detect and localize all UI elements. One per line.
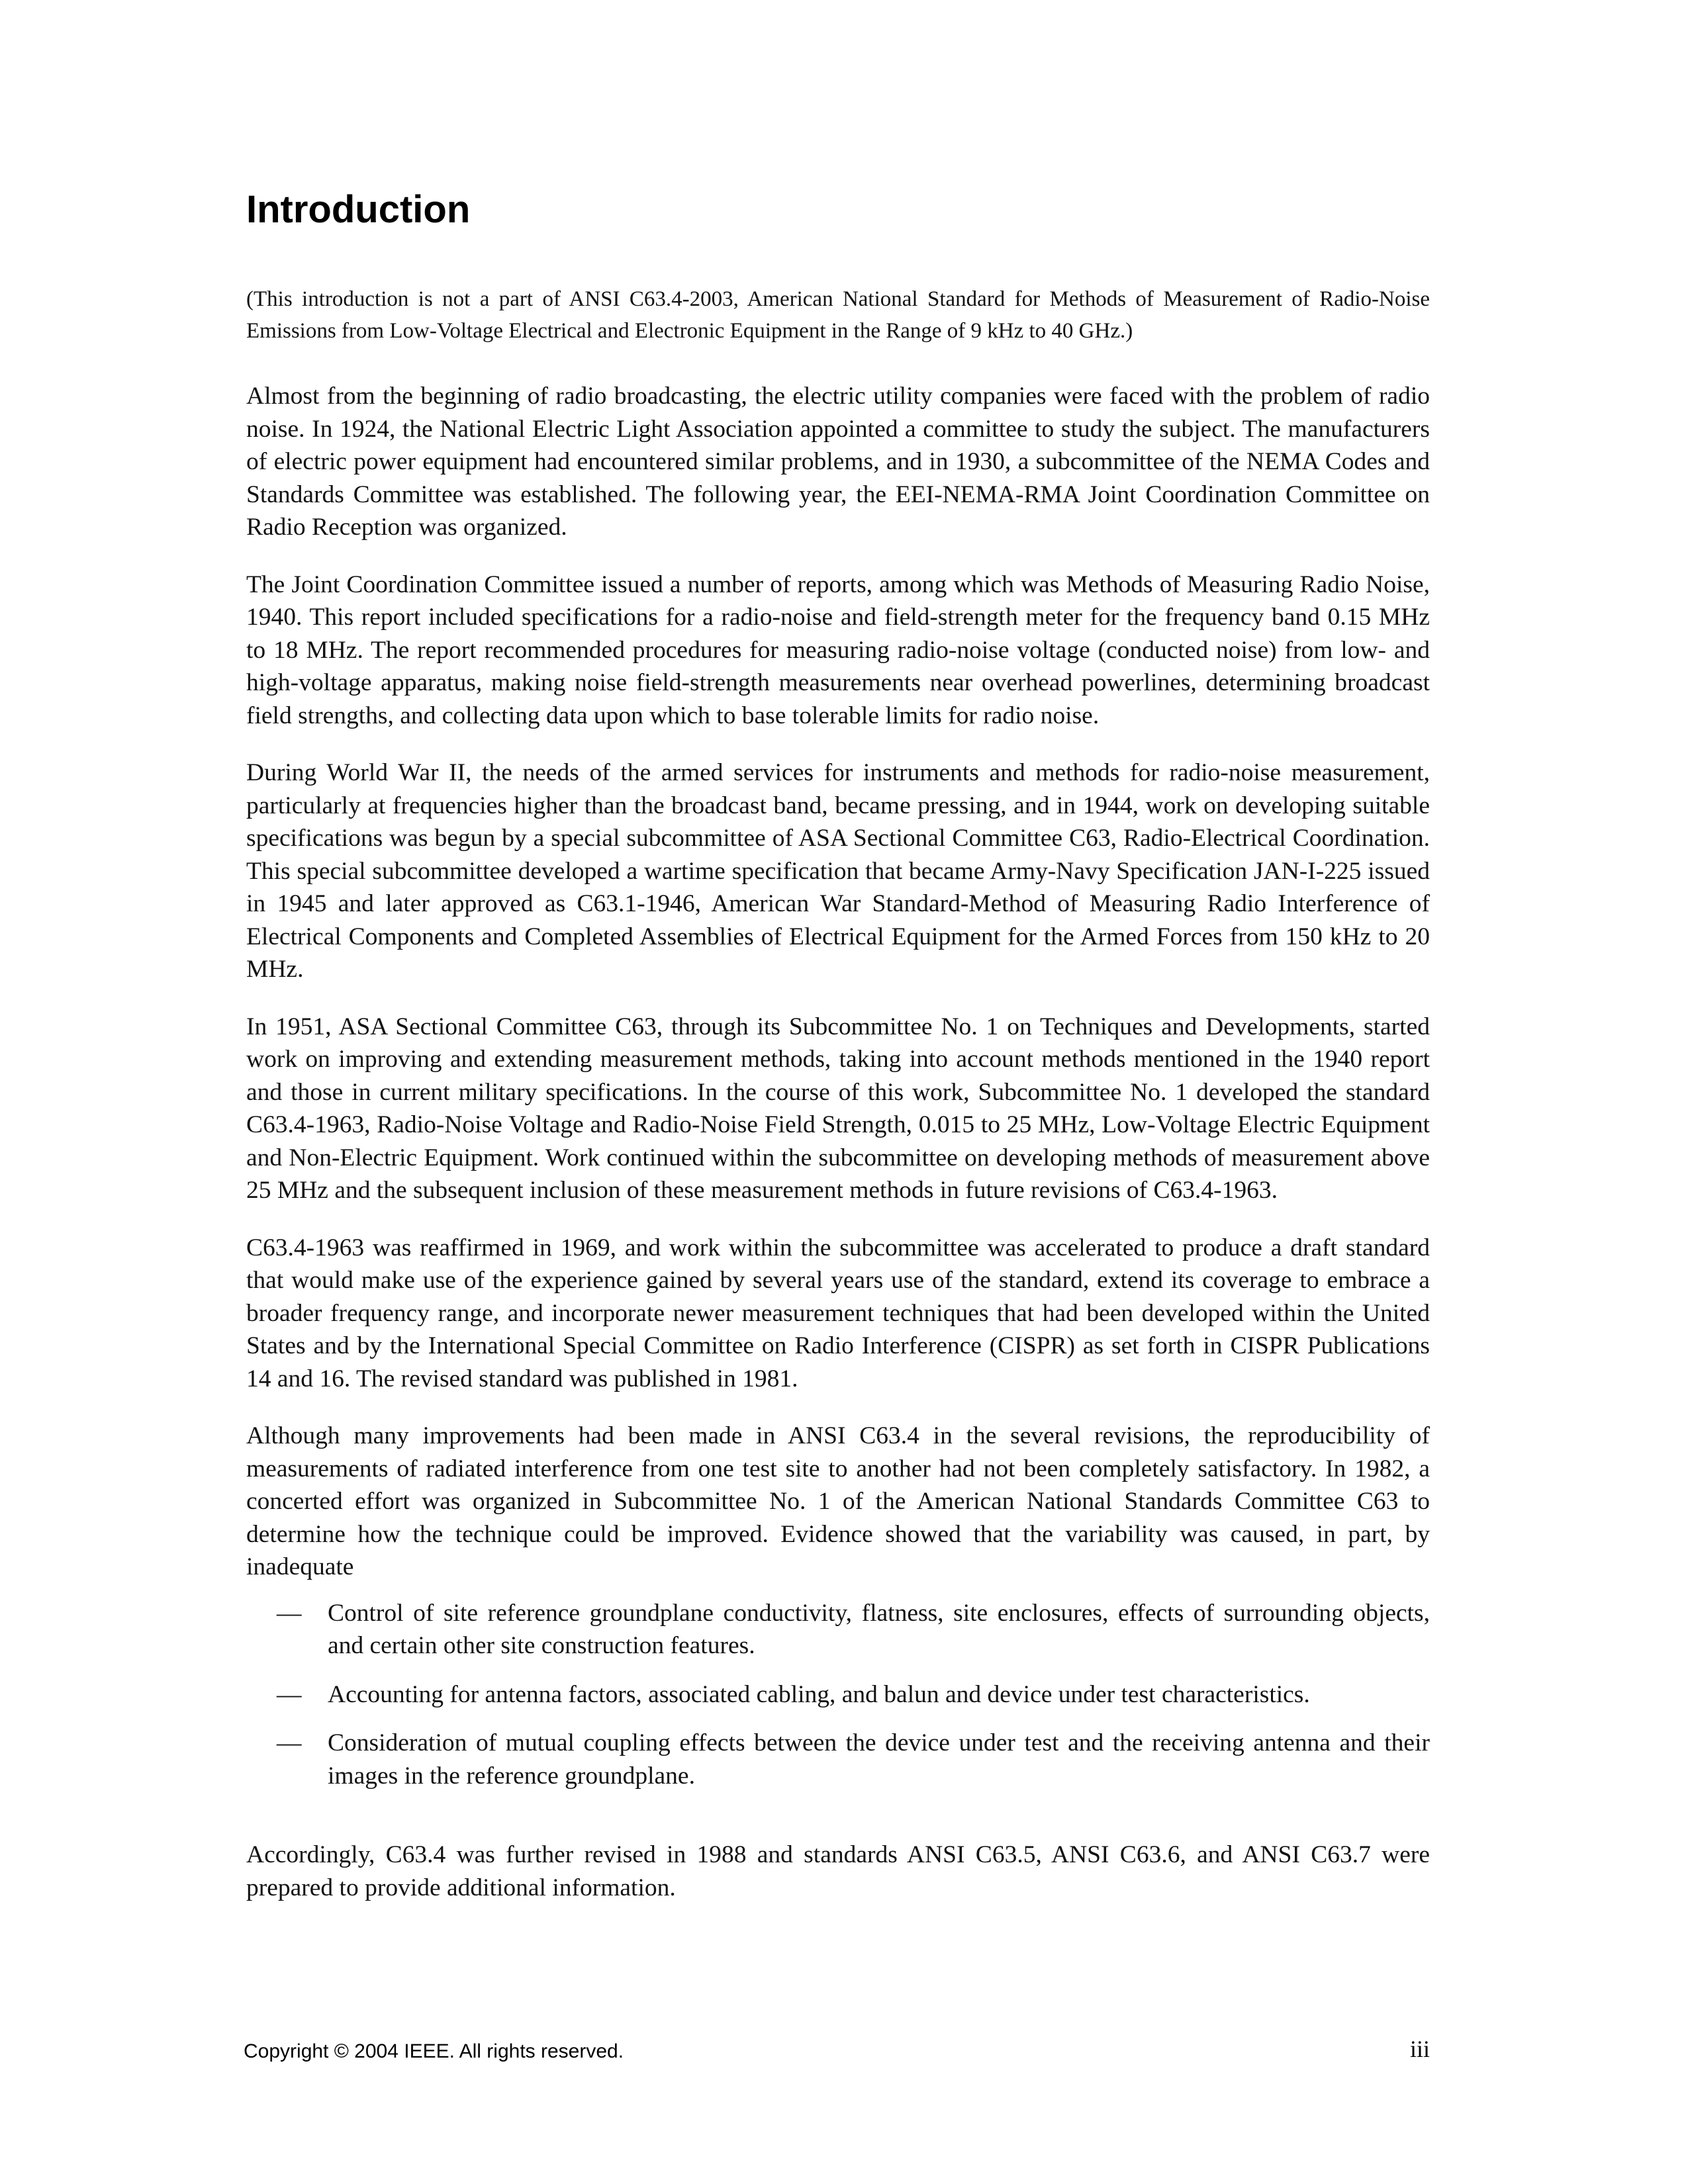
footer-page-number: iii <box>1409 2036 1430 2062</box>
body-content <box>246 283 1430 1929</box>
list-item <box>246 1678 1430 1711</box>
list-item <box>246 1597 1430 1662</box>
bullet-dash: — <box>277 1680 302 1708</box>
closing-paragraph: Accordingly, C63.4 was further revised in 1988 and standards ANSI C63.5, ANSI C63.6, and ANSI C63.7 were prepared to provide additional information. <box>246 1841 1430 1901</box>
footer-copyright: Copyright © 2004 IEEE. All rights reserved. <box>244 2040 624 2062</box>
paragraph-1: Almost from the beginning of radio broadcasting, the electric utility companies were faced with the problem of radio noise. In 1924, the National Electric Light Association appointed a committee to study the subject. The manufacturers of electric power equipment had encountered similar problems, and in 1930, a subcommittee of the NEMA Codes and Standards Committee was established. The following year, the EEI-NEMA-RMA Joint Coordination Committee on Radio Reception was organized. <box>246 383 1430 541</box>
introduction-note: (This introduction is not a part of ANSI C63.4-2003, American National Standard for Methods of Measurement of Radio-Noise Emissions from Low-Voltage Electrical and Electronic Equipment in the Range of 9 kHz to 40 GHz.) <box>246 287 1430 343</box>
paragraph-5: C63.4-1963 was reaffirmed in 1969, and work within the subcommittee was accelerated to produce a draft standard that would make use of the experience gained by several years use of the standard, extend its coverage to embrace a broader frequency range, and incorporate newer measurement techniques that had been developed within the United States and by the International Special Committee on Radio Interference (CISPR) as set forth in CISPR Publications 14 and 16. The revised standard was published in 1981. <box>246 1234 1430 1392</box>
paragraph-4: In 1951, ASA Sectional Committee C63, through its Subcommittee No. 1 on Techniques and Developments, started work on improving and extending measurement methods, taking into account methods mentioned in the 1940 report and those in current military specifications. In the course of this work, Subcommittee No. 1 developed the standard C63.4-1963, Radio-Noise Voltage and Radio-Noise Field Strength, 0.015 to 25 MHz, Low-Voltage Electric Equipment and Non-Electric Equipment. Work continued within the subcommittee on developing methods of measurement above 25 MHz and the subsequent inclusion of these measurement methods in future revisions of C63.4-1963. <box>246 1013 1430 1204</box>
paragraph-3: During World War II, the needs of the armed services for instruments and methods for radio-noise measurement, particularly at frequencies higher than the broadcast band, became pressing, and in 1944, work on developing suitable specifications was begun by a special subcommittee of ASA Sectional Committee C63, Radio-Electrical Coordination. This special subcommittee developed a wartime specification that became Army-Navy Specification JAN-I-225 issued in 1945 and later approved as C63.1-1946, American War Standard-Method of Measuring Radio Interference of Electrical Components and Completed Assemblies of Electrical Equipment for the Armed Forces from 150 kHz to 20 MHz. <box>246 759 1430 983</box>
bullet-dash: — <box>277 1729 302 1756</box>
paragraph-2: The Joint Coordination Committee issued a number of reports, among which was Methods of Measuring Radio Noise, 1940. This report included specifications for a radio-noise and field-strength meter for the frequency band 0.15 MHz to 18 MHz. The report recommended procedures for measuring radio-noise voltage (conducted noise) from low- and high-voltage apparatus, making noise field-strength measurements near overhead powerlines, determining broadcast field strengths, and collecting data upon which to base tolerable limits for radio noise. <box>246 570 1430 729</box>
paragraph-6: Although many improvements had been made in ANSI C63.4 in the several revisions, the reproducibility of measurements of radiated interference from one test site to another had not been completely satisfactory. In 1982, a concerted effort was organized in Subcommittee No. 1 of the American National Standards Committee C63 to determine how the technique could be improved. Evidence showed that the variability was caused, in part, by inadequate <box>246 1422 1430 1580</box>
list-item-text: Control of site reference groundplane conductivity, flatness, site enclosures, effects of surrounding objects, and certain other site construction features. <box>328 1599 1430 1659</box>
list-item-text: Consideration of mutual coupling effects between the device under test and the receiving antenna and their images in the reference groundplane. <box>328 1729 1430 1790</box>
bullet-dash: — <box>277 1599 302 1627</box>
page-title: Introduction <box>246 188 471 231</box>
list-item <box>246 1727 1430 1792</box>
bullet-list <box>246 1597 1430 1793</box>
list-item-text: Accounting for antenna factors, associated cabling, and balun and device under test characteristics. <box>328 1680 1310 1708</box>
